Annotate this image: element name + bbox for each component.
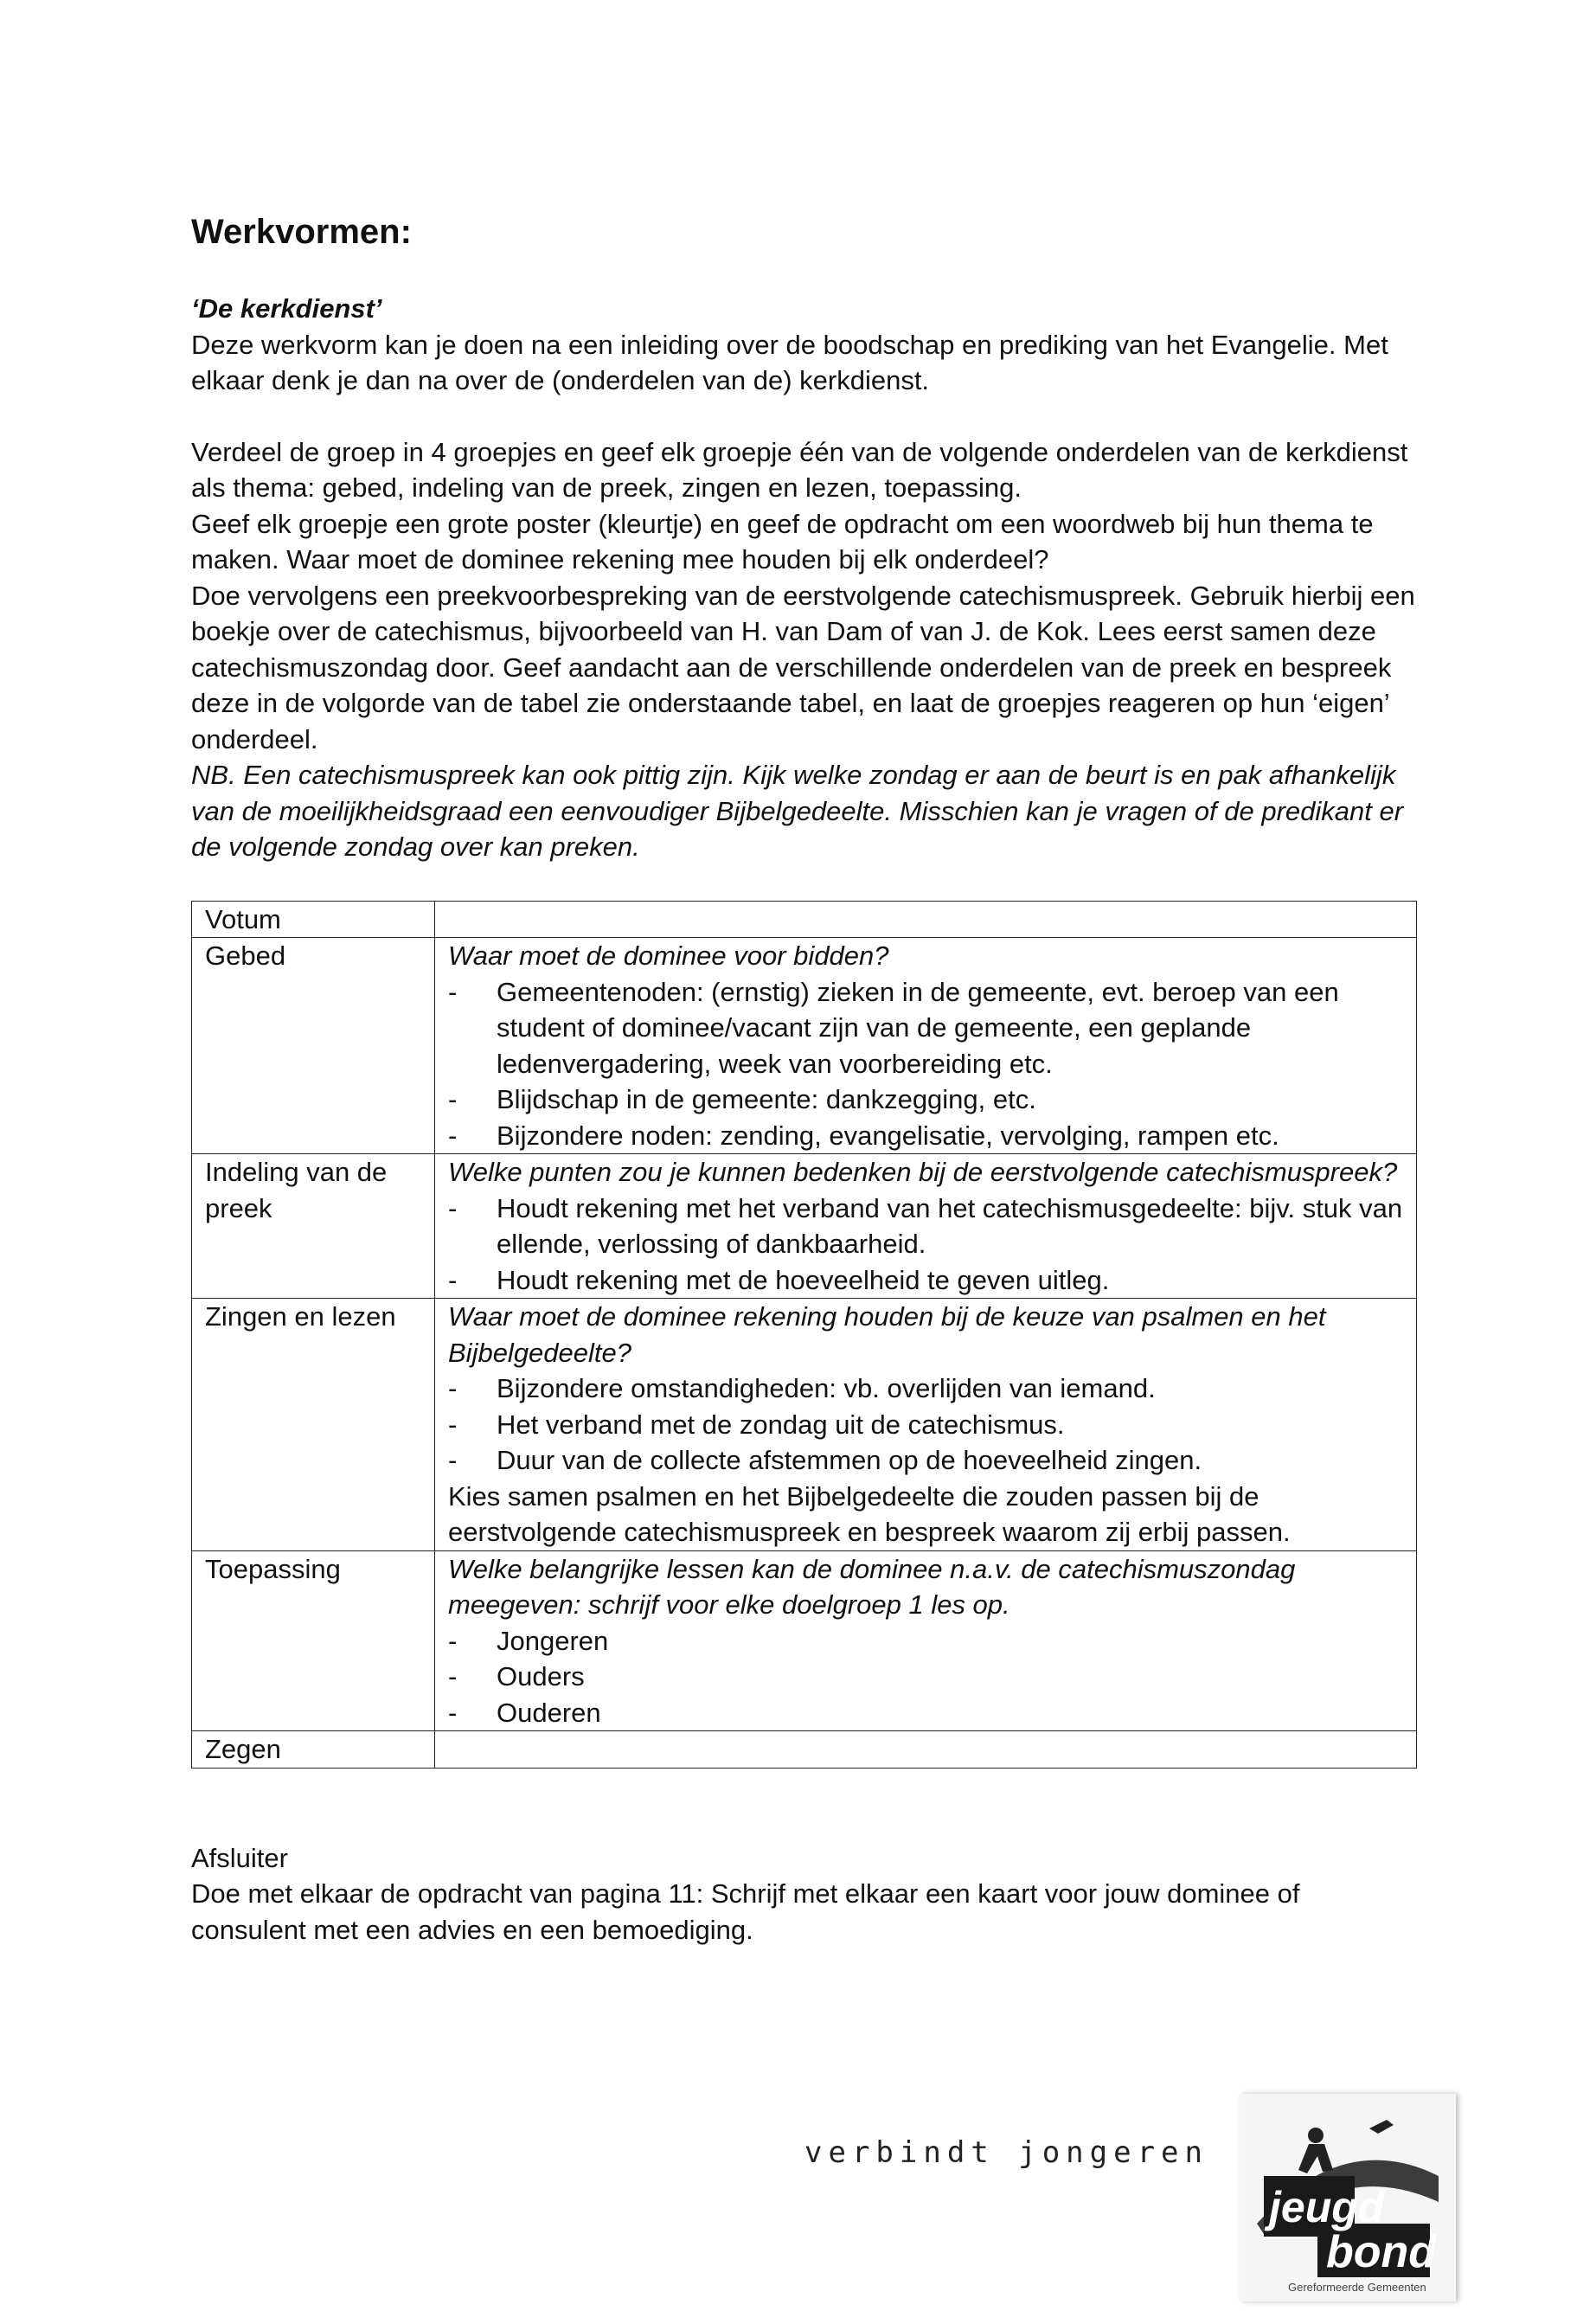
spacer [191,1769,1420,1840]
list-item: - Ouders [448,1659,1403,1695]
table-row-gebed [192,938,1417,1154]
row-content-toepassing [435,1550,1417,1731]
jeugdbond-logo [1240,2094,1456,2301]
logo-subtitle: Gereformeerde Gemeenten [1288,2281,1426,2294]
row-label-indeling: Indeling van de preek [192,1154,435,1299]
row-label-toepassing: Toepassing [192,1550,435,1731]
list-item: - Jongeren [448,1623,1403,1659]
row-label-gebed: Gebed [192,938,435,1154]
document-page [191,208,1420,1948]
list-item: - Het verband met de zondag uit de catechismus. [448,1407,1403,1443]
logo-word-jeugd: jeugd [1269,2183,1385,2231]
gebed-list [448,974,1403,1154]
zingen-question: Waar moet de dominee rekening houden bij de keuze van psalmen en het Bijbelgedeelte? [448,1301,1326,1368]
row-content-gebed [435,938,1417,1154]
list-item: - Ouderen [448,1695,1403,1731]
list-item: - Blijdschap in de gemeente: dankzegging, etc. [448,1082,1403,1118]
row-label-votum: Votum [192,901,435,938]
list-item: - Houdt rekening met de hoeveelheid te geven uitleg. [448,1262,1403,1299]
row-content-indeling [435,1154,1417,1299]
row-label-zingen: Zingen en lezen [192,1299,435,1551]
toepassing-list [448,1623,1403,1731]
logo-graphic [1240,2094,1456,2301]
intro-paragraph: Deze werkvorm kan je doen na een inleiding over de boodschap en prediking van het Evangelie. Met elkaar denk je dan na over de (onderdelen van de) kerkdienst. [191,329,1388,395]
footer-tagline: verbindt jongeren [804,2135,1208,2170]
toepassing-question: Welke belangrijke lessen kan de dominee n.a.v. de catechismuszondag meegeven: schrijf voor elke doelgroep 1 les op. [448,1553,1296,1620]
row-content-zingen [435,1299,1417,1551]
instruction-paragraph-1: Verdeel de groep in 4 groepjes en geef elk groepje één van de volgende onderdelen van de kerkdienst als thema: gebed, indeling van de preek, zingen en lezen, toepassing. [191,436,1408,503]
list-item: - Gemeentenoden: (ernstig) zieken in de gemeente, evt. beroep van een student of dominee/vacant zijn van de gemeente, een geplande ledenvergadering, week van voorbereiding etc. [448,974,1403,1082]
instruction-paragraph-3: Doe vervolgens een preekvoorbespreking van de eerstvolgende catechismuspreek. Gebruik hierbij een boekje over de catechismus, bijvoorbeeld van H. van Dam of van J. de Kok. Lees eerst samen deze catechismuszondag door. Geef aandacht aan de verschillende onderdelen van de preek en bespreek deze in de volgorde van de tabel zie onderstaande tabel, en laat de groepjes reageren op hun ‘eigen’ onderdeel. [191,580,1415,754]
list-item: - Duur van de collecte afstemmen op de hoeveelheid zingen. [448,1442,1403,1479]
instruction-paragraph-2: Geef elk groepje een grote poster (kleurtje) en geef de opdracht om een woordweb bij hun thema te maken. Waar moet de dominee rekening mee houden bij elk onderdeel? [191,508,1374,575]
logo-figure-icon [1308,2128,1324,2143]
service-parts-table [191,901,1417,1769]
table-row-indeling [192,1154,1417,1299]
zingen-list [448,1371,1403,1479]
indeling-question: Welke punten zou je kunnen bedenken bij de eerstvolgende catechismuspreek? [448,1157,1398,1187]
row-content-votum [435,901,1417,938]
activity-title: ‘De kerkdienst’ [191,293,382,324]
closing-title: Afsluiter [191,1842,288,1873]
note-paragraph: NB. Een catechismuspreek kan ook pittig zijn. Kijk welke zondag er aan de beurt is en pak afhankelijk van de moeilijkheidsgraad een eenvoudiger Bijbelgedeelte. Misschien kan je vragen of de predikant er de volgende zondag over kan preken. [191,760,1404,862]
logo-figure-small-icon [1369,2120,1394,2134]
spacer [191,399,1420,434]
list-item: - Houdt rekening met het verband van het catechismusgedeelte: bijv. stuk van ellende, verlossing of dankbaarheid. [448,1191,1403,1262]
page-heading: Werkvormen: [191,213,412,251]
list-item: - Bijzondere omstandigheden: vb. overlijden van iemand. [448,1371,1403,1407]
closing-paragraph: Doe met elkaar de opdracht van pagina 11: Schrijf met elkaar een kaart voor jouw dominee of consulent met een advies en een bemoediging. [191,1878,1300,1945]
logo-word-bond: bond [1326,2227,1437,2277]
zingen-extra: Kies samen psalmen en het Bijbelgedeelte die zouden passen bij de eerstvolgende catechismuspreek en bespreek waarom zij erbij passen. [448,1480,1291,1547]
indeling-list [448,1191,1403,1299]
row-label-zegen: Zegen [192,1731,435,1769]
list-item: - Bijzondere noden: zending, evangelisatie, vervolging, rampen etc. [448,1118,1403,1154]
table-row-zingen [192,1299,1417,1551]
table-row-votum [192,901,1417,938]
logo-figure-body [1298,2144,1333,2173]
gebed-question: Waar moet de dominee voor bidden? [448,940,889,971]
row-content-zegen [435,1731,1417,1769]
table-row-zegen [192,1731,1417,1769]
table-row-toepassing [192,1550,1417,1731]
